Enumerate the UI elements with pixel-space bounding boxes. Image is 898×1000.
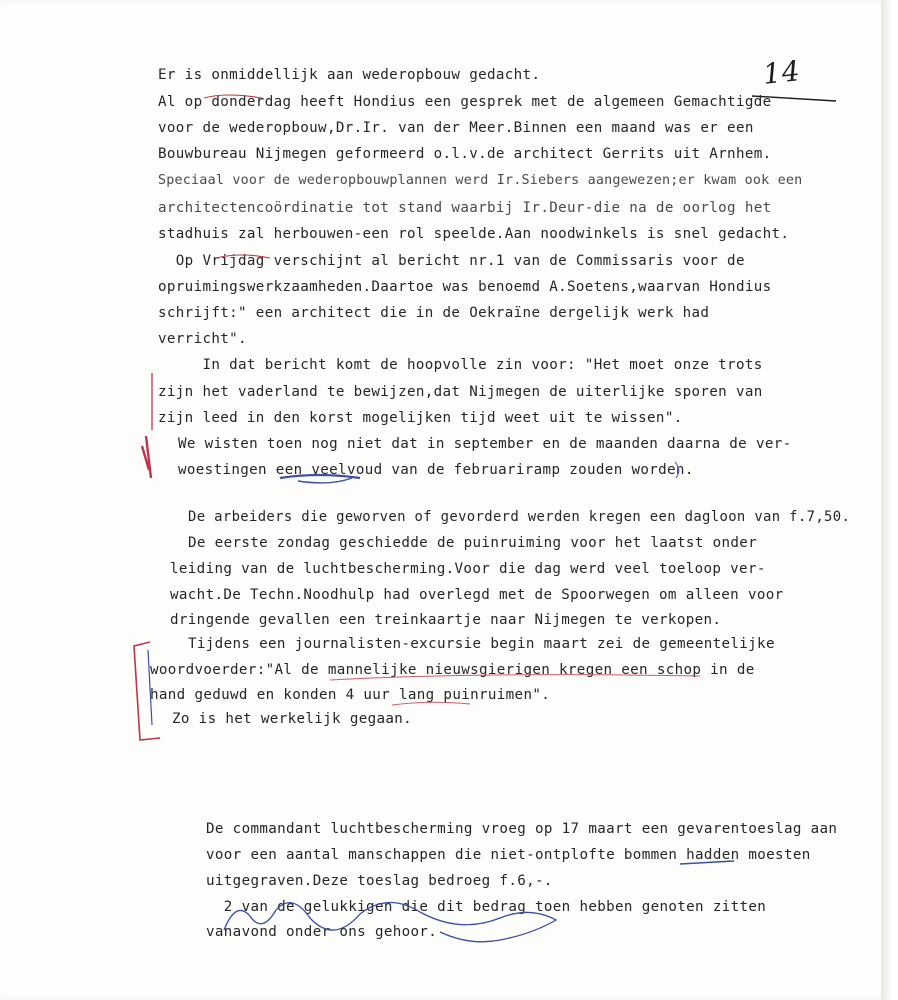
pen-stroke — [752, 96, 836, 101]
red-margin-mark — [142, 436, 151, 478]
text-line: Tijdens een journalisten-excursie begin maart zei de gemeentelijke — [188, 636, 775, 652]
blue-underline — [280, 475, 360, 478]
red-underline — [330, 675, 700, 680]
text-line: Bouwbureau Nijmegen geformeerd o.l.v.de architect Gerrits uit Arnhem. — [158, 146, 772, 162]
handwritten-page-number: 14 — [761, 54, 803, 91]
text-line: vanavond onder ons gehoor. — [206, 924, 438, 940]
text-line: De arbeiders die geworven of gevorderd werden kregen een dagloon van f.7,50. — [188, 509, 851, 525]
text-line: dringende gevallen een treinkaartje naar Nijmegen te verkopen. — [170, 612, 722, 628]
red-underline — [216, 255, 270, 258]
text-line: woordvoerder:"Al de mannelijke nieuwsgierigen kregen een schop in de — [150, 662, 755, 678]
text-line: De commandant luchtbescherming vroeg op 17 maart een gevarentoeslag aan — [206, 821, 838, 837]
red-bracket — [134, 642, 160, 740]
text-line: leiding van de luchtbescherming.Voor die dag werd veel toeloop ver- — [170, 561, 766, 577]
text-line: voor de wederopbouw,Dr.Ir. van der Meer.Binnen een maand was er een — [158, 120, 754, 136]
blue-margin-line — [148, 650, 152, 725]
blue-strike — [680, 861, 734, 864]
text-line: woestingen een veelvoud van de februariramp zouden worden. — [178, 462, 694, 478]
text-line: Er is onmiddellijk aan wederopbouw gedacht. — [158, 67, 541, 83]
text-line: stadhuis zal herbouwen-een rol speelde.Aan noodwinkels is snel gedacht. — [158, 226, 790, 242]
text-line: architectencoördinatie tot stand waarbij Ir.Deur-die na de oorlog het — [158, 200, 772, 216]
text-line: opruimingswerkzaamheden.Daartoe was benoemd A.Soetens,waarvan Hondius — [158, 279, 772, 295]
text-line: hand geduwd en konden 4 uur lang puinruimen". — [150, 687, 551, 703]
text-line: In dat bericht komt de hoopvolle zin voor: "Het moet onze trots — [158, 357, 763, 373]
text-line: Zo is het werkelijk gegaan. — [172, 711, 413, 727]
text-line: We wisten toen nog niet dat in september en de maanden daarna de ver- — [178, 436, 792, 452]
text-line: schrijft:" een architect die in de Oekraïne dergelijk werk had — [158, 305, 710, 321]
text-line: Op Vrijdag verschijnt al bericht nr.1 van de Commissaris voor de — [158, 253, 745, 269]
text-line: voor een aantal manschappen die niet-ontplofte bommen hadden moesten — [206, 847, 811, 863]
text-line: 2 van de gelukkigen die dit bedrag toen hebben genoten zitten — [206, 899, 767, 915]
text-line: zijn leed in den korst mogelijken tijd weet uit te wissen". — [158, 410, 683, 426]
text-line: uitgegraven.Deze toeslag bedroeg f.6,-. — [206, 873, 553, 889]
text-line: De eerste zondag geschiedde de puinruiming voor het laatst onder — [188, 535, 758, 551]
blue-scribble — [224, 902, 556, 941]
text-line: zijn het vaderland te bewijzen,dat Nijmegen de uiterlijke sporen van — [158, 384, 763, 400]
red-underline — [204, 95, 262, 98]
text-line: Al op donderdag heeft Hondius een gesprek met de algemeen Gemachtigde — [158, 94, 772, 110]
text-line: Speciaal voor de wederopbouwplannen werd Ir.Siebers aangewezen;er kwam ook een — [158, 173, 803, 188]
text-line: verricht". — [158, 331, 247, 347]
text-line: wacht.De Techn.Noodhulp had overlegd met de Spoorwegen om alleen voor — [170, 587, 784, 603]
red-underline — [392, 702, 470, 705]
blue-bracket — [675, 462, 679, 478]
blue-underline — [298, 478, 352, 483]
